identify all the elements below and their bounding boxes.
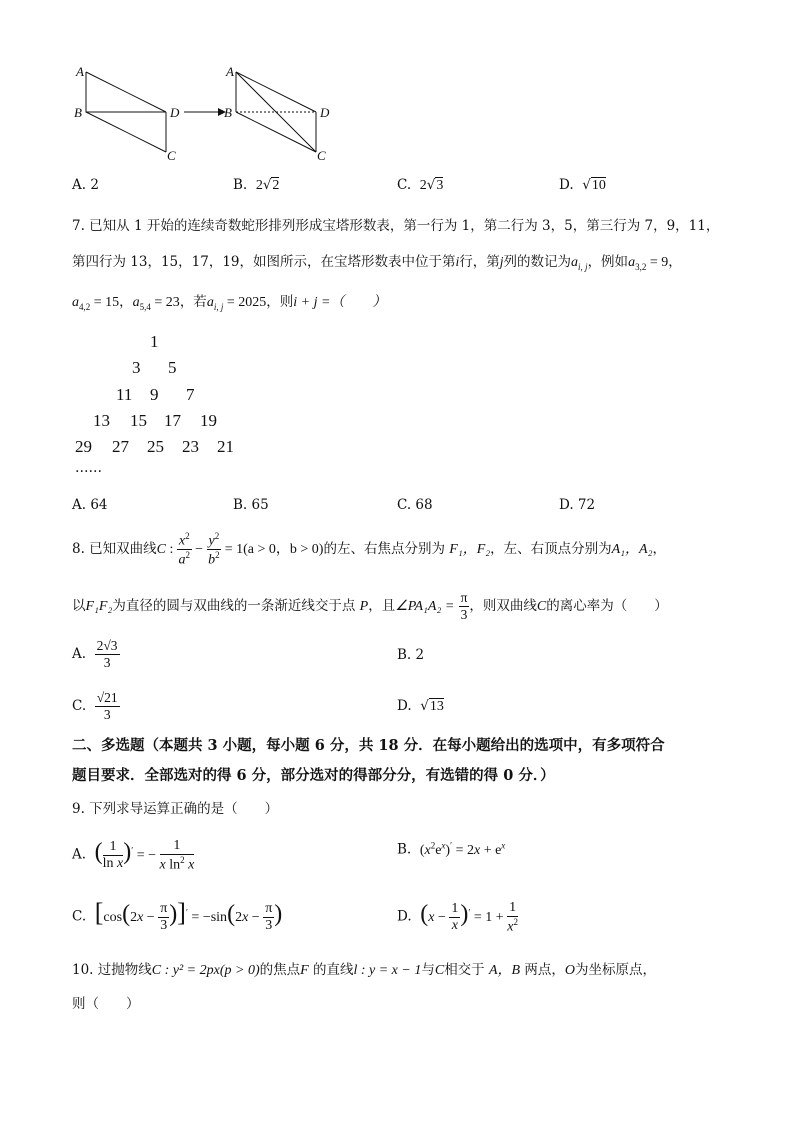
table-cell: 3 (132, 358, 141, 377)
q7-line1: 7. 已知从 1 开始的连续奇数蛇形排列形成宝塔形数表，第一行为 1，第二行为 3，5，第三行为 7，9，11， (72, 218, 720, 234)
q8-line1: 8. 已知双曲线C : $\frac{x^2}{a^2}$ − $\frac{y^2}{b^2}$ = 1(a > 0，b > 0)的左、右焦点分别为 F₁，F₂，左、右顶点分别为A₁，A₂， (72, 530, 666, 568)
q6-option-d: D. √10 (559, 177, 606, 193)
q8-option-c: C. $\frac{√21}{3}$ (72, 690, 118, 722)
geometry-figure (68, 62, 348, 170)
left-edge-AD (86, 72, 166, 112)
table-cell: 15 (130, 411, 147, 430)
q6-option-c: C. 2√3 (397, 177, 444, 193)
table-ellipsis: …… (75, 460, 102, 476)
table-cell: 25 (147, 437, 164, 456)
table-cell: 5 (168, 358, 177, 377)
table-cell: 11 (116, 385, 133, 404)
q7-line3: $a_{4,2} = 15$，$a_{5,4} = 23$，若$a_{i, j} = 2025$，则i + j =（ ） (72, 294, 387, 312)
right-edge-BC (236, 112, 316, 152)
q7-option-b: B. 65 (233, 497, 269, 513)
q7-option-a: A. 64 (72, 497, 108, 513)
label-C-left: C (167, 148, 176, 163)
q9-option-a: A. ( $\frac{1}{\text{ln x}}$ )′ = − $\frac{1}{x \ln^2 x}$ (72, 837, 195, 873)
label-A-left: A (76, 64, 84, 79)
q9-stem: 9. 下列求导运算正确的是（ ） (72, 801, 279, 817)
section2-heading-line2: 题目要求．全部选对的得 6 分，部分选对的得部分分，有选错的得 0 分．） (72, 767, 555, 784)
table-cell: 13 (93, 411, 110, 430)
q8-option-a: A. $\frac{2√3}{3}$ (72, 638, 118, 670)
label-D-right: D (320, 105, 330, 120)
q6-option-a: A. 2 (72, 177, 99, 193)
table-cell: 21 (217, 437, 234, 456)
right-edge-AD (236, 72, 316, 112)
q8-option-b: B. 2 (397, 647, 425, 663)
section2-heading-line1: 二、多选题（本题共 3 小题，每小题 6 分，共 18 分．在每小题给出的选项中，有多项符合 (72, 737, 665, 754)
q7-option-c: C. 68 (397, 497, 433, 513)
q8-line2: 以F₁F₂为直径的圆与双曲线的一条渐近线交于点 P，且∠PA₁A₂ = $\frac{\pi}{3}$ ，则双曲线C的离心率为（ ） (72, 590, 668, 622)
label-D-left: D (170, 105, 180, 120)
table-cell: 1 (150, 332, 159, 351)
table-cell: 7 (186, 385, 195, 404)
table-cell: 23 (182, 437, 199, 456)
label-C-right: C (317, 148, 326, 163)
table-cell: 9 (150, 385, 159, 404)
label-A-right: A (226, 64, 234, 79)
q9-option-c: C. [cos(2x − $\frac{\pi}{3}$ )]′ = −sin(2x − $\frac{\pi}{3}$ ) (72, 897, 283, 933)
q7-option-d: D. 72 (559, 497, 596, 513)
q10-line2: 则（ ） (72, 996, 140, 1012)
q10-line1: 10. 过抛物线C : y² = 2px(p > 0)的焦点F 的直线l : y = x − 1与C相交于 A，B 两点，O为坐标原点， (72, 962, 657, 978)
label-B-right: B (224, 105, 232, 120)
label-B-left: B (74, 105, 82, 120)
table-cell: 29 (75, 437, 92, 456)
q9-option-d: D. (x − $\frac{1}{x}$ )′ = 1 + $\frac{1}{x^2}$ (397, 899, 518, 935)
q9-option-b: B. $(x^2e^x)' = 2x + e^x$ (397, 840, 506, 858)
table-cell: 27 (112, 437, 129, 456)
q6-option-b: B. 2√2 (233, 177, 280, 193)
table-cell: 19 (200, 411, 217, 430)
q8-option-d: D. √13 (397, 698, 444, 714)
left-edge-BC (86, 112, 166, 152)
table-cell: 17 (164, 411, 181, 430)
q7-line2: 第四行为 13，15，17，19，如图所示，在宝塔形数表中位于第i行，第j列的数记为$a_{i, j}$，例如$a_{3,2} = 9$， (72, 254, 682, 272)
